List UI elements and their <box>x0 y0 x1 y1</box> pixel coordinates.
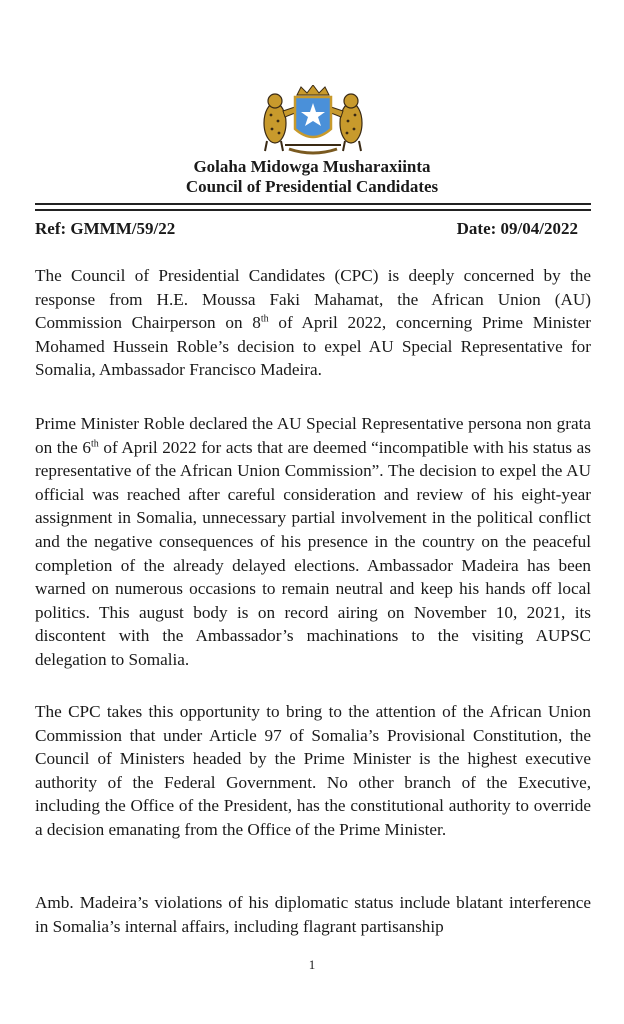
paragraph-2: Prime Minister Roble declared the AU Special Representative persona non grata on the 6th of April 2022 for acts that are deemed “incompatible with his status as representative of the African Union Commission”. The decision to expel the AU official was reached after careful consideration and review of his eight-year assignment in Somalia, unnecessary partial involvement in the political conflict and the negative consequences of his presence in the country on the peaceful completion of the already delayed elections. Ambassador Madeira has been warned on numerous occasions to remain neutral and keep his hands off local politics. This august body is on record airing on November 10, 2021, its discontent with the Ambassador’s machinations to the visiting AUPSC delegation to Somalia. <box>35 414 591 669</box>
crown-icon <box>297 85 329 95</box>
paragraph-1: The Council of Presidential Candidates (CPC) is deeply concerned by the response from H.E. Moussa Faki Mahamat, the African Union (AU) Commission Chairperson on 8th of April 2022, concerning Prime Minister Mohamed Hussein Roble’s decision to expel AU Special Representative for Somalia, Ambassador Francisco Madeira. <box>35 266 591 380</box>
org-name-somali: Golaha Midowga Musharaxiinta <box>193 157 431 176</box>
page-number: 1 <box>308 957 316 972</box>
left-leopard-icon <box>264 94 295 151</box>
right-leopard-icon <box>331 94 362 151</box>
org-name-english: Council of Presidential Candidates <box>185 177 439 196</box>
header-divider <box>35 203 591 211</box>
coat-of-arms-icon <box>255 85 371 157</box>
reference-number: Ref: GMMM/59/22 <box>35 219 176 238</box>
paragraph-3: The CPC takes this opportunity to bring to the attention of the African Union Commission that under Article 97 of Somalia’s Provisional Constitution, the Council of Ministers headed by the Prime Minister is the highest executive authority of the Federal Government. No other branch of the Executive, including the Office of the President, has the constitutional authority to override a decision emanating from the Office of the Prime Minister. <box>35 702 591 839</box>
document-date: Date: 09/04/2022 <box>456 219 578 238</box>
paragraph-4: Amb. Madeira’s violations of his diplomatic status include blatant interference in Somalia’s internal affairs, including flagrant partisanship <box>35 893 591 936</box>
